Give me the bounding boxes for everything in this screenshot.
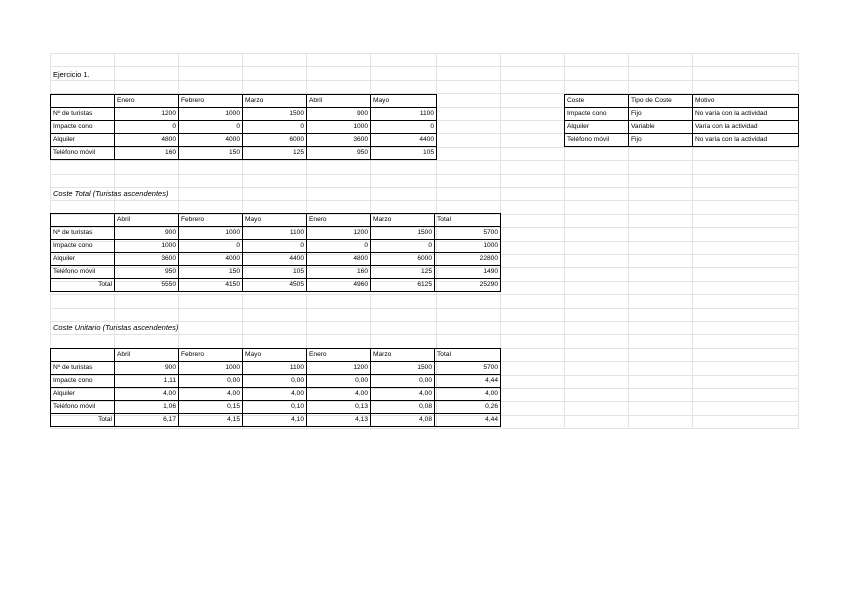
value-cell[interactable]: 0	[115, 121, 179, 134]
header-row	[51, 214, 501, 227]
total-label-cell[interactable]: Total	[51, 414, 115, 427]
row-label-cell[interactable]: Teléfono móvil	[51, 147, 115, 160]
value-cell[interactable]: 0,00	[307, 375, 371, 388]
header-cell[interactable]: Febrero	[179, 349, 243, 362]
value-cell[interactable]: 4000	[179, 134, 243, 147]
row-label-cell[interactable]: Nº de turistas	[51, 108, 115, 121]
header-cell[interactable]: Mayo	[371, 95, 437, 108]
row-label-cell[interactable]: Impacte cono	[51, 375, 115, 388]
total-value-cell[interactable]: 5550	[115, 279, 179, 292]
total-value-cell[interactable]: 4505	[243, 279, 307, 292]
unit-cost-title: Coste Unitario (Turistas ascendentes)	[53, 323, 179, 332]
value-cell[interactable]: 0,00	[243, 375, 307, 388]
value-cell[interactable]: 4,00	[179, 388, 243, 401]
total-value-cell[interactable]: 4,13	[307, 414, 371, 427]
table-row	[51, 401, 501, 414]
table-row	[51, 375, 501, 388]
value-cell[interactable]: 1500	[243, 108, 307, 121]
value-cell[interactable]: 0,13	[307, 401, 371, 414]
value-cell[interactable]: 4400	[243, 253, 307, 266]
total-value-cell[interactable]: 4,10	[243, 414, 307, 427]
header-cell[interactable]: Tipo de Coste	[629, 95, 693, 108]
total-row	[51, 414, 501, 427]
value-cell[interactable]: 0,26	[435, 401, 501, 414]
value-cell[interactable]: 4800	[307, 253, 371, 266]
value-cell[interactable]: 4,00	[243, 388, 307, 401]
grid-row-line	[50, 174, 798, 175]
table-row	[51, 240, 501, 253]
value-cell[interactable]: 900	[307, 108, 371, 121]
row-label-cell[interactable]: Alquiler	[51, 134, 115, 147]
table-row	[51, 253, 501, 266]
value-cell[interactable]: 1100	[243, 362, 307, 375]
row-label-cell[interactable]: Teléfono móvil	[51, 266, 115, 279]
value-cell[interactable]: 0	[243, 121, 307, 134]
value-cell[interactable]: 0	[371, 240, 435, 253]
grid-row-line	[50, 200, 798, 201]
value-cell[interactable]: 900	[115, 362, 179, 375]
value-cell[interactable]: 4,44	[435, 375, 501, 388]
value-cell[interactable]: 1000	[179, 362, 243, 375]
value-cell[interactable]: 3600	[115, 253, 179, 266]
table-row	[565, 108, 799, 121]
value-cell[interactable]: 160	[307, 266, 371, 279]
total-cost-title: Coste Total (Turistas ascendentes)	[53, 189, 169, 198]
text-cell[interactable]: Impacte cono	[565, 108, 629, 121]
header-cell[interactable]	[51, 95, 115, 108]
total-value-cell[interactable]: 4,44	[435, 414, 501, 427]
value-cell[interactable]: 950	[307, 147, 371, 160]
value-cell[interactable]: 4000	[179, 253, 243, 266]
table-row	[51, 362, 501, 375]
value-cell[interactable]: 150	[179, 147, 243, 160]
header-cell[interactable]: Total	[435, 214, 501, 227]
value-cell[interactable]: 0	[179, 240, 243, 253]
total-cost-table	[50, 213, 501, 292]
text-cell[interactable]: Alquiler	[565, 121, 629, 134]
value-cell[interactable]: 0	[179, 121, 243, 134]
monthly-table	[50, 94, 437, 160]
header-cell[interactable]: Abril	[115, 349, 179, 362]
header-row	[51, 349, 501, 362]
value-cell[interactable]: 4,00	[371, 388, 435, 401]
table-row	[51, 134, 437, 147]
value-cell[interactable]: 105	[243, 266, 307, 279]
value-cell[interactable]: 0	[243, 240, 307, 253]
value-cell[interactable]: 125	[243, 147, 307, 160]
row-label-cell[interactable]: Impacte cono	[51, 240, 115, 253]
header-cell[interactable]: Total	[435, 349, 501, 362]
header-cell[interactable]: Marzo	[243, 95, 307, 108]
value-cell[interactable]: 6000	[371, 253, 435, 266]
grid-row-line	[50, 428, 798, 429]
header-cell[interactable]	[51, 214, 115, 227]
grid-row-line	[50, 187, 798, 188]
grid-row-line	[50, 308, 798, 309]
total-value-cell[interactable]: 4960	[307, 279, 371, 292]
unit-cost-table	[50, 348, 501, 427]
value-cell[interactable]: 950	[115, 266, 179, 279]
header-cell[interactable]: Enero	[307, 349, 371, 362]
total-value-cell[interactable]: 6125	[371, 279, 435, 292]
grid-row-line	[50, 294, 798, 295]
table-row	[565, 121, 799, 134]
table-row	[51, 266, 501, 279]
value-cell[interactable]: 22800	[435, 253, 501, 266]
total-label-cell[interactable]: Total	[51, 279, 115, 292]
row-label-cell[interactable]: Nº de turistas	[51, 227, 115, 240]
value-cell[interactable]: 1500	[371, 227, 435, 240]
text-cell[interactable]: Teléfono móvil	[565, 134, 629, 147]
value-cell[interactable]: 125	[371, 266, 435, 279]
value-cell[interactable]: 1200	[307, 362, 371, 375]
value-cell[interactable]: 160	[115, 147, 179, 160]
value-cell[interactable]: 1100	[371, 108, 437, 121]
value-cell[interactable]: 0	[307, 240, 371, 253]
total-value-cell[interactable]: 4,15	[179, 414, 243, 427]
total-row	[51, 279, 501, 292]
value-cell[interactable]: 900	[115, 227, 179, 240]
header-cell[interactable]: Mayo	[243, 214, 307, 227]
total-value-cell[interactable]: 25290	[435, 279, 501, 292]
total-value-cell[interactable]: 4,08	[371, 414, 435, 427]
header-cell[interactable]: Febrero	[179, 95, 243, 108]
value-cell[interactable]: 1,11	[115, 375, 179, 388]
value-cell[interactable]: 1000	[179, 108, 243, 121]
table-row	[51, 108, 437, 121]
table-row	[51, 147, 437, 160]
value-cell[interactable]: 5700	[435, 227, 501, 240]
grid-row-line	[50, 66, 798, 67]
row-label-cell[interactable]: Teléfono móvil	[51, 401, 115, 414]
value-cell[interactable]: 0,10	[243, 401, 307, 414]
header-cell[interactable]: Marzo	[371, 349, 435, 362]
value-cell[interactable]: 0,00	[371, 375, 435, 388]
value-cell[interactable]: 4800	[115, 134, 179, 147]
value-cell[interactable]: 1000	[179, 227, 243, 240]
value-cell[interactable]: 150	[179, 266, 243, 279]
header-row	[51, 95, 437, 108]
grid-row-line	[50, 321, 798, 322]
cost-types-table	[564, 94, 799, 147]
grid-row-line	[50, 53, 798, 54]
value-cell[interactable]: 1000	[435, 240, 501, 253]
value-cell[interactable]: 4,00	[307, 388, 371, 401]
value-cell[interactable]: 1100	[243, 227, 307, 240]
total-value-cell[interactable]: 6,17	[115, 414, 179, 427]
header-cell[interactable]	[51, 349, 115, 362]
value-cell[interactable]: 4,00	[115, 388, 179, 401]
spreadsheet-sheet	[50, 53, 798, 429]
table-row	[51, 121, 437, 134]
table-row	[565, 134, 799, 147]
row-label-cell[interactable]: Alquiler	[51, 253, 115, 266]
exercise-title: Ejercicio 1.	[53, 70, 90, 79]
value-cell[interactable]: 105	[371, 147, 437, 160]
row-label-cell[interactable]: Impacte cono	[51, 121, 115, 134]
grid-row-line	[50, 80, 798, 81]
header-cell[interactable]: Enero	[115, 95, 179, 108]
value-cell[interactable]: 1,06	[115, 401, 179, 414]
row-label-cell[interactable]: Alquiler	[51, 388, 115, 401]
value-cell[interactable]: 4,00	[435, 388, 501, 401]
table-row	[51, 227, 501, 240]
header-cell[interactable]: Mayo	[243, 349, 307, 362]
header-cell[interactable]: Enero	[307, 214, 371, 227]
grid-row-line	[50, 334, 798, 335]
value-cell[interactable]: 0,00	[179, 375, 243, 388]
value-cell[interactable]: 1500	[371, 362, 435, 375]
grid-row-line	[50, 160, 798, 161]
value-cell[interactable]: 1000	[115, 240, 179, 253]
value-cell[interactable]: 0,08	[371, 401, 435, 414]
value-cell[interactable]: 1200	[307, 227, 371, 240]
header-row	[565, 95, 799, 108]
value-cell[interactable]: 0	[371, 121, 437, 134]
header-cell[interactable]: Marzo	[371, 214, 435, 227]
value-cell[interactable]: 6000	[243, 134, 307, 147]
text-cell[interactable]: Fijo	[629, 108, 693, 121]
value-cell[interactable]: 1200	[115, 108, 179, 121]
header-cell[interactable]: Motivo	[693, 95, 799, 108]
value-cell[interactable]: 3600	[307, 134, 371, 147]
header-cell[interactable]: Abril	[307, 95, 371, 108]
text-cell[interactable]: Varía con la actividad	[693, 121, 799, 134]
value-cell[interactable]: 1000	[307, 121, 371, 134]
header-cell[interactable]: Coste	[565, 95, 629, 108]
row-label-cell[interactable]: Nº de turistas	[51, 362, 115, 375]
value-cell[interactable]: 0,15	[179, 401, 243, 414]
text-cell[interactable]: No varía con la actividad	[693, 108, 799, 121]
text-cell[interactable]: Variable	[629, 121, 693, 134]
total-value-cell[interactable]: 4150	[179, 279, 243, 292]
text-cell[interactable]: Fijo	[629, 134, 693, 147]
table-row	[51, 388, 501, 401]
value-cell[interactable]: 1490	[435, 266, 501, 279]
value-cell[interactable]: 5700	[435, 362, 501, 375]
text-cell[interactable]: No varía con la actividad	[693, 134, 799, 147]
header-cell[interactable]: Abril	[115, 214, 179, 227]
header-cell[interactable]: Febrero	[179, 214, 243, 227]
value-cell[interactable]: 4400	[371, 134, 437, 147]
